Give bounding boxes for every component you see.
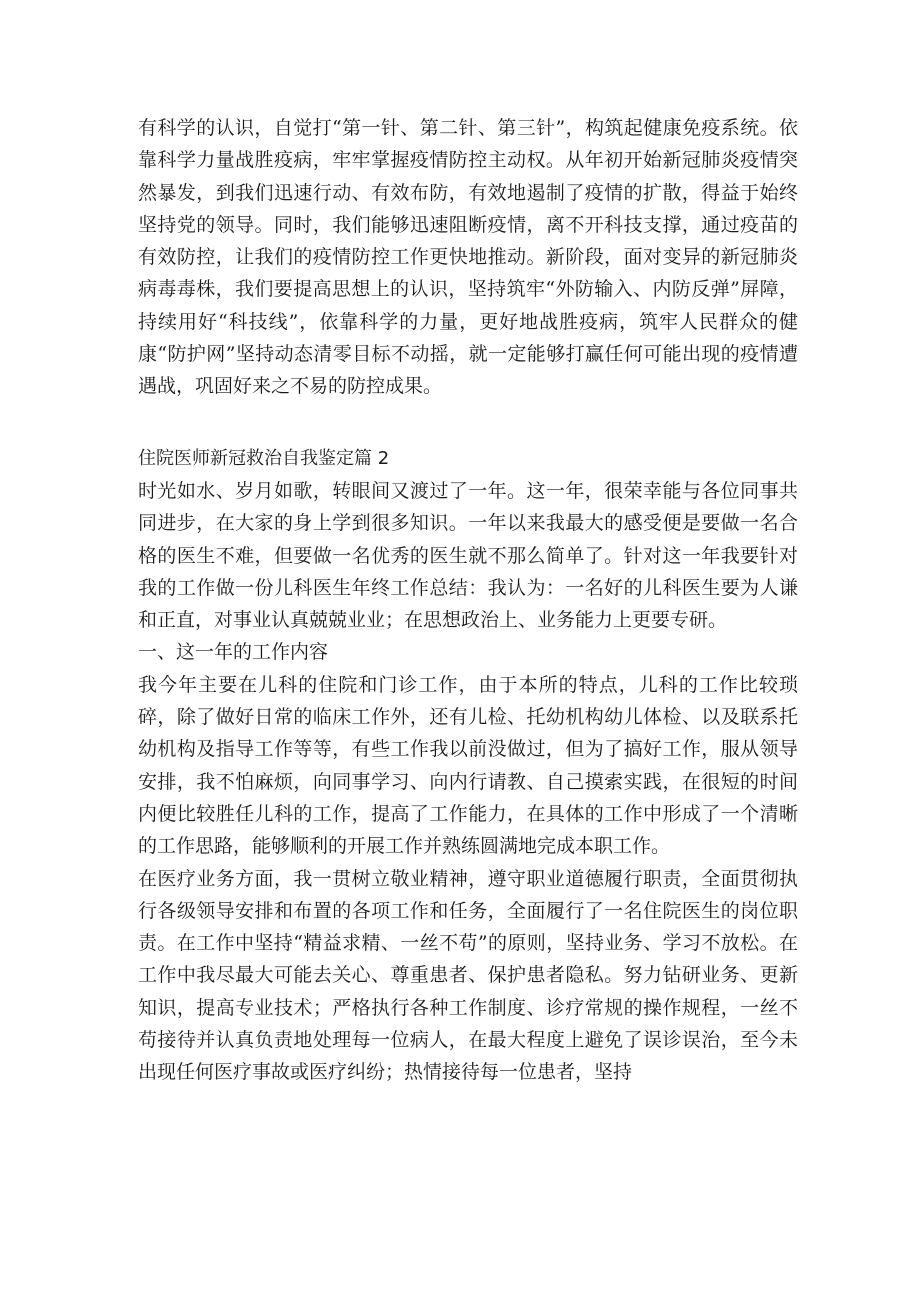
paragraph-medical-practice: 在医疗业务方面，我一贯树立敬业精神，遵守职业道德履行职责，全面贯彻执行各级领导安排和布置的各项工作和任务，全面履行了一名住院医生的岗位职责。在工作中坚持“精益求精、一丝不苟”的原则，坚持业务、学习不放松。在工作中我尽最大可能去关心、尊重患者、保护患者隐私。努力钻研业务、更新知识，提高专业技术；严格执行各种工作制度、诊疗常规的操作规程，一丝不苟接待并认真负责地处理每一位病人，在最大程度上避免了误诊误治，至今未出现任何医疗事故或医疗纠纷；热情接待每一位患者，坚持 bbox=[138, 867, 798, 1084]
paragraph-spacer bbox=[138, 403, 798, 443]
document-body bbox=[138, 112, 798, 1089]
paragraph-pediatric-work: 我今年主要在儿科的住院和门诊工作，由于本所的特点，儿科的工作比较琐碎，除了做好日常的临床工作外，还有儿检、托幼机构幼儿体检、以及联系托幼机构及指导工作等等，有些工作我以前没做过，但为了搞好工作，服从领导安排，我不怕麻烦，向同事学习、向内行请教、自己摸索实践，在很短的时间内便比较胜任儿科的工作，提高了工作能力，在具体的工作中形成了一个清晰的工作思路，能够顺利的开展工作并熟练圆满地完成本职工作。 bbox=[138, 673, 798, 858]
section-title: 住院医师新冠救治自我鉴定篇 2 bbox=[138, 447, 390, 469]
paragraph-year-review: 时光如水、岁月如歌，转眼间又渡过了一年。这一年，很荣幸能与各位同事共同进步，在大家的身上学到很多知识。一年以来我最大的感受便是要做一名合格的医生不难，但要做一名优秀的医生就不那么简单了。针对这一年我要针对我的工作做一份儿科医生年终工作总结：我认为：一名好的儿科医生要为人谦和正直，对事业认真兢兢业业；在思想政治上、业务能力上更要专研。 bbox=[138, 479, 798, 632]
paragraph-vaccine-science: 有科学的认识，自觉打“第一针、第二针、第三针”，构筑起健康免疫系统。依靠科学力量战胜疫病，牢牢掌握疫情防控主动权。从年初开始新冠肺炎疫情突然暴发，到我们迅速行动、有效布防，有效地遏制了疫情的扩散，得益于始终坚持党的领导。同时，我们能够迅速阻断疫情，离不开科技支撑，通过疫苗的有效防控，让我们的疫情防控工作更快地推动。新阶段，面对变异的新冠肺炎病毒毒株，我们要提高思想上的认识，坚持筑牢“外防输入、内防反弹”屏障，持续用好“科技线”，依靠科学的力量，更好地战胜疫病，筑牢人民群众的健康“防护网”坚持动态清零目标不动摇，就一定能够打赢任何可能出现的疫情遭遇战，巩固好来之不易的防控成果。 bbox=[138, 117, 798, 398]
sub-heading-work-content: 一、这一年的工作内容 bbox=[138, 641, 329, 664]
